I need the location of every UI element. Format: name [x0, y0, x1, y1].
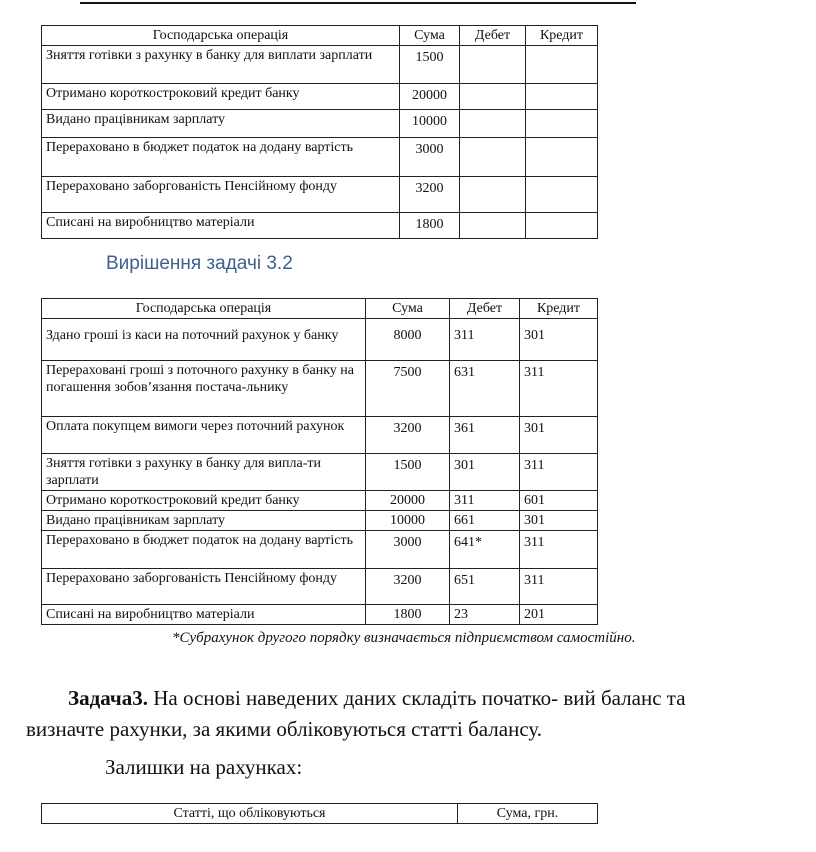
balance-items-table — [41, 803, 598, 824]
credit-cell: 301 — [520, 417, 598, 454]
footnote: *Субрахунок другого порядку визначається підприємством самостійно. — [172, 630, 636, 646]
operation-cell: Здано гроші із каси на поточний рахунок у банку — [42, 319, 366, 361]
sum-cell: 7500 — [366, 361, 450, 417]
credit-cell: 311 — [520, 361, 598, 417]
table-row — [42, 454, 598, 491]
operation-cell: Перераховано в бюджет податок на додану вартість — [42, 531, 366, 569]
header-amount: Сума, грн. — [458, 804, 598, 824]
operation-cell: Видано працівникам зарплату — [42, 511, 366, 531]
header-sum: Сума — [400, 26, 460, 46]
header-operation: Господарська операція — [42, 299, 366, 319]
debit-cell: 631 — [450, 361, 520, 417]
task-text-line2: визначте рахунки, за якими обліковуються статті балансу. — [26, 717, 543, 741]
task-statement — [26, 683, 811, 745]
task-label: Задача3. — [68, 686, 148, 710]
operation-cell: Списані на виробництво матеріали — [42, 605, 366, 625]
table-row — [42, 417, 598, 454]
header-items: Статті, що обліковуються — [42, 804, 458, 824]
header-credit: Кредит — [526, 26, 598, 46]
credit-cell: 311 — [520, 454, 598, 491]
operation-cell: Отримано короткостроковий кредит банку — [42, 491, 366, 511]
credit-cell — [526, 213, 598, 239]
credit-cell: 301 — [520, 319, 598, 361]
sum-cell: 3200 — [366, 417, 450, 454]
table-row — [42, 84, 598, 110]
credit-cell: 301 — [520, 511, 598, 531]
table-row — [42, 213, 598, 239]
sum-cell: 10000 — [400, 110, 460, 138]
debit-cell — [460, 110, 526, 138]
table-row — [42, 531, 598, 569]
header-credit: Кредит — [520, 299, 598, 319]
section-subtitle: Вирішення задачі 3.2 — [106, 253, 293, 274]
table-row — [42, 46, 598, 84]
balances-label: Залишки на рахунках: — [105, 755, 303, 779]
sum-cell: 1800 — [366, 605, 450, 625]
debit-cell — [460, 213, 526, 239]
sum-cell: 3000 — [400, 138, 460, 177]
credit-cell: 201 — [520, 605, 598, 625]
debit-cell — [460, 84, 526, 110]
operation-cell: Перераховано заборгованість Пенсійному фонду — [42, 569, 366, 605]
task-text-line1: На основі наведених даних складіть початко- вий баланс та — [147, 686, 686, 710]
credit-cell — [526, 138, 598, 177]
sum-cell: 3200 — [366, 569, 450, 605]
credit-cell: 311 — [520, 569, 598, 605]
sum-cell: 20000 — [366, 491, 450, 511]
operations-table-blank — [41, 25, 598, 239]
debit-cell — [460, 46, 526, 84]
table-header-row — [42, 26, 598, 46]
sum-cell: 10000 — [366, 511, 450, 531]
sum-cell: 3200 — [400, 177, 460, 213]
sum-cell: 1800 — [400, 213, 460, 239]
table-row — [42, 110, 598, 138]
debit-cell: 661 — [450, 511, 520, 531]
header-operation: Господарська операція — [42, 26, 400, 46]
operation-cell: Оплата покупцем вимоги через поточний рахунок — [42, 417, 366, 454]
operation-cell: Перераховано заборгованість Пенсійному фонду — [42, 177, 400, 213]
credit-cell: 311 — [520, 531, 598, 569]
debit-cell: 641* — [450, 531, 520, 569]
top-rule — [80, 2, 636, 4]
sum-cell: 1500 — [366, 454, 450, 491]
debit-cell — [460, 177, 526, 213]
table-row — [42, 177, 598, 213]
credit-cell — [526, 110, 598, 138]
operation-cell: Списані на виробництво матеріали — [42, 213, 400, 239]
debit-cell: 361 — [450, 417, 520, 454]
header-debit: Дебет — [450, 299, 520, 319]
header-sum: Сума — [366, 299, 450, 319]
operation-cell: Видано працівникам зарплату — [42, 110, 400, 138]
operation-cell: Перераховано в бюджет податок на додану вартість — [42, 138, 400, 177]
debit-cell: 23 — [450, 605, 520, 625]
operation-cell: Перераховані гроші з поточного рахунку в банку на погашення зобов’язання постача-льнику — [42, 361, 366, 417]
credit-cell: 601 — [520, 491, 598, 511]
sum-cell: 1500 — [400, 46, 460, 84]
table-row — [42, 138, 598, 177]
operation-cell: Отримано короткостроковий кредит банку — [42, 84, 400, 110]
debit-cell: 651 — [450, 569, 520, 605]
debit-cell: 311 — [450, 491, 520, 511]
sum-cell: 20000 — [400, 84, 460, 110]
table-row — [42, 605, 598, 625]
sum-cell: 3000 — [366, 531, 450, 569]
sum-cell: 8000 — [366, 319, 450, 361]
table-row — [42, 361, 598, 417]
header-debit: Дебет — [460, 26, 526, 46]
table-row — [42, 569, 598, 605]
operation-cell: Зняття готівки з рахунку в банку для виплати зарплати — [42, 46, 400, 84]
operations-table-solved — [41, 298, 598, 625]
table-row — [42, 491, 598, 511]
table-header-row — [42, 804, 598, 824]
debit-cell: 311 — [450, 319, 520, 361]
table-row — [42, 319, 598, 361]
table-row — [42, 511, 598, 531]
operation-cell: Зняття готівки з рахунку в банку для випла-ти зарплати — [42, 454, 366, 491]
credit-cell — [526, 46, 598, 84]
debit-cell: 301 — [450, 454, 520, 491]
debit-cell — [460, 138, 526, 177]
table-header-row — [42, 299, 598, 319]
credit-cell — [526, 84, 598, 110]
credit-cell — [526, 177, 598, 213]
